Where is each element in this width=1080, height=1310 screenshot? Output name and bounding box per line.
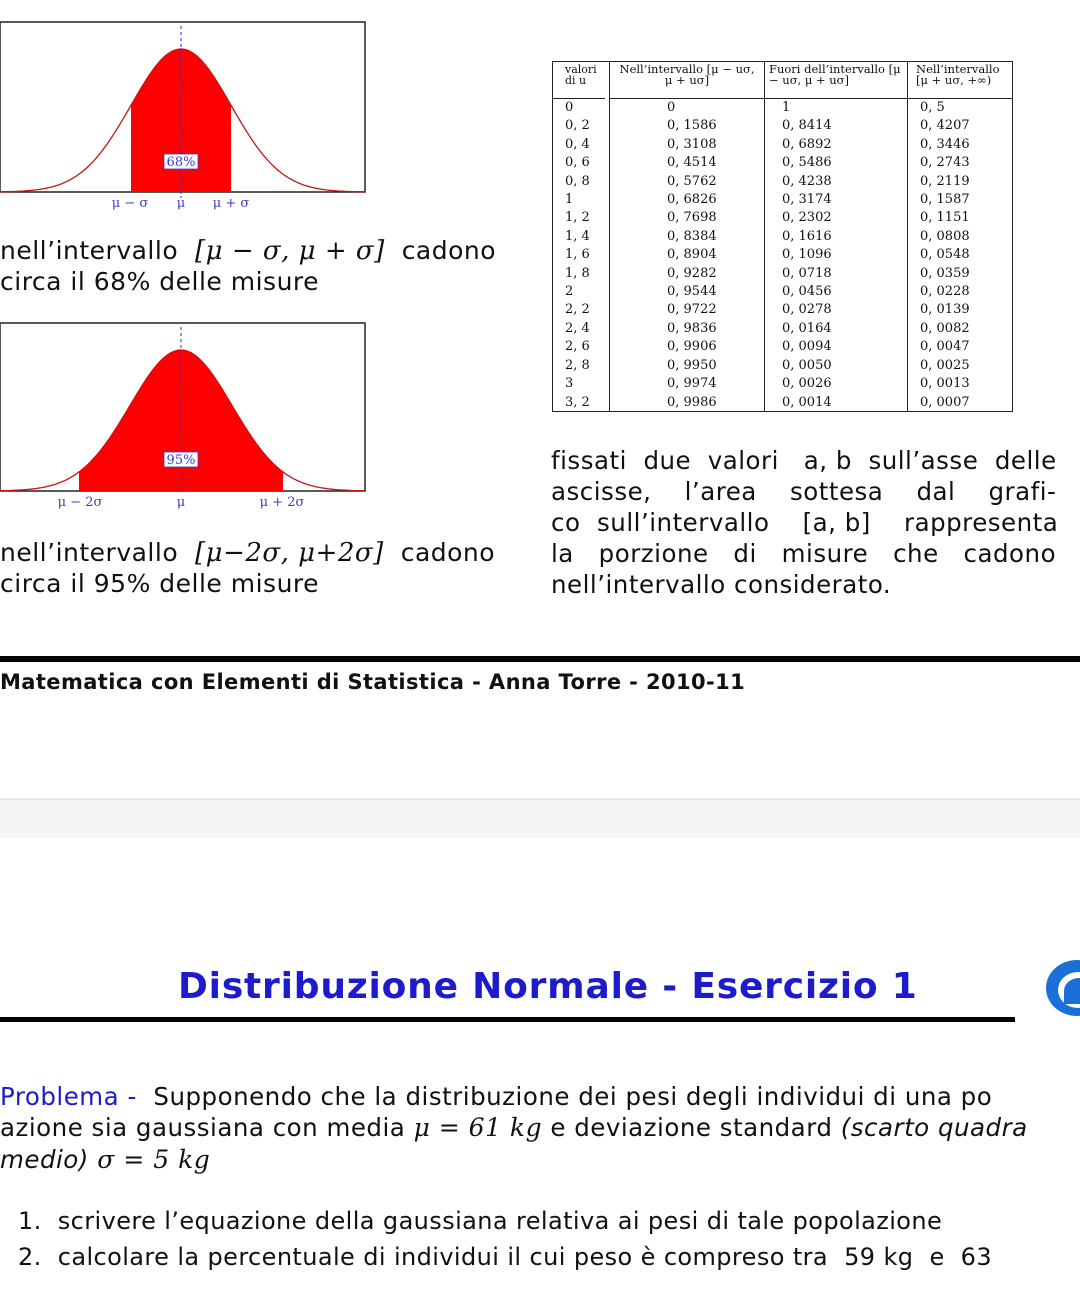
table-cell: 0, 2 bbox=[565, 118, 590, 134]
table-cell: 0, 0094 bbox=[782, 339, 832, 355]
table-cell: 0, 9906 bbox=[667, 339, 717, 355]
problem-line-1 bbox=[0, 1082, 992, 1111]
axis-label-mu-2: μ bbox=[176, 495, 186, 510]
table-cell: 0, 0718 bbox=[782, 265, 832, 281]
table-cell: 3 bbox=[565, 376, 574, 392]
axis-label-mu-minus-sigma: μ − σ bbox=[111, 196, 149, 211]
problem-text-3a: medio) bbox=[0, 1145, 89, 1174]
table-col-u bbox=[553, 62, 609, 411]
table-cell: 0, 9722 bbox=[667, 302, 717, 318]
table-cell: 2, 6 bbox=[565, 339, 590, 355]
table-cell: 0, 4207 bbox=[920, 118, 970, 134]
table-cell: 2, 8 bbox=[565, 357, 590, 373]
table-cell: 0, 4 bbox=[565, 136, 590, 152]
university-logo bbox=[1046, 960, 1080, 1016]
table-col-tail bbox=[908, 62, 1012, 411]
table-cell: 0, 0047 bbox=[920, 339, 970, 355]
area-paragraph bbox=[551, 445, 1058, 600]
task-list bbox=[18, 1203, 992, 1275]
table-header-out: Fuori dell’intervallo [μ − uσ, μ + uσ] bbox=[765, 62, 907, 99]
table-cell: 0, 0014 bbox=[782, 394, 832, 410]
table-cell: 0, 0164 bbox=[782, 320, 832, 336]
table-cell: 0, 7698 bbox=[667, 210, 717, 226]
percent-label-95: 95% bbox=[166, 453, 196, 468]
table-cell: 1 bbox=[782, 100, 791, 115]
table-cell: 2, 4 bbox=[565, 320, 590, 336]
caption-68-line1 bbox=[0, 236, 496, 266]
table-cell: 0, 2743 bbox=[920, 155, 970, 171]
table-cell: 0, 1151 bbox=[920, 210, 970, 226]
footer-rule bbox=[0, 656, 1080, 662]
table-cell: 0, 0139 bbox=[920, 302, 970, 318]
gaussian-figure-95 bbox=[0, 323, 368, 519]
table-cell: 0, 0456 bbox=[782, 284, 832, 300]
caption-68-interval: [μ − σ, μ + σ] bbox=[195, 236, 385, 266]
table-cell: 3, 2 bbox=[565, 394, 590, 410]
footer-text: Matematica con Elementi di Statistica - Anna Torre - 2010-11 bbox=[0, 670, 746, 694]
problem-mean: μ = 61 kg bbox=[413, 1113, 543, 1142]
table-col-out bbox=[765, 62, 907, 411]
area-line-4: la porzione di misure che cadono bbox=[551, 539, 1057, 568]
table-values-tail bbox=[920, 99, 970, 412]
table-header-u: valori di u bbox=[553, 62, 605, 99]
area-line-1: fissati due valori a, b sull’asse delle bbox=[551, 446, 1057, 475]
table-cell: 0, 1616 bbox=[782, 228, 832, 244]
axis-label-mu-minus-2sigma: μ − 2σ bbox=[57, 495, 103, 510]
table-cell: 1 bbox=[565, 192, 574, 208]
area-line-3: co sull’intervallo [a, b] rappresenta bbox=[551, 508, 1059, 537]
table-cell: 0, 0025 bbox=[920, 357, 970, 373]
table-cell: 0, 0278 bbox=[782, 302, 832, 318]
table-cell: 0, 8 bbox=[565, 173, 590, 189]
caption-95-post: cadono bbox=[400, 538, 496, 567]
problem-line-3 bbox=[0, 1145, 210, 1174]
axis-label-mu-plus-sigma: μ + σ bbox=[212, 196, 250, 211]
problem-text-2b: e deviazione standard bbox=[542, 1113, 841, 1142]
table-cell: 0, 1587 bbox=[920, 192, 970, 208]
table-cell: 0, 9974 bbox=[667, 376, 717, 392]
table-cell: 0, 9986 bbox=[667, 394, 717, 410]
table-cell: 0, 2302 bbox=[782, 210, 832, 226]
table-cell: 0, 3174 bbox=[782, 192, 832, 208]
table-cell: 0, 1096 bbox=[782, 247, 832, 263]
axis-label-mu: μ bbox=[176, 196, 186, 211]
table-cell: 0, 0026 bbox=[782, 376, 832, 392]
table-cell: 0, 6826 bbox=[667, 192, 717, 208]
table-cell: 0, 2119 bbox=[920, 173, 970, 189]
table-cell: 0, 0082 bbox=[920, 320, 970, 336]
title-rule bbox=[0, 1017, 1015, 1022]
table-cell: 0, 1586 bbox=[667, 118, 717, 134]
table-cell: 0, 4238 bbox=[782, 173, 832, 189]
table-cell: 0, 0548 bbox=[920, 247, 970, 263]
table-cell: 0, 9282 bbox=[667, 265, 717, 281]
task-item-1: 1. scrivere l’equazione della gaussiana relativa ai pesi di tale popolazione bbox=[18, 1207, 943, 1235]
table-cell: 0, 6892 bbox=[782, 136, 832, 152]
table-header-tail: Nell’intervallo [μ + uσ, +∞) bbox=[908, 62, 1012, 99]
table-cell: 0, 9950 bbox=[667, 357, 717, 373]
problem-label: Problema - bbox=[0, 1082, 137, 1111]
caption-95-pre: nell’intervallo bbox=[0, 538, 179, 567]
table-cell: 0, 3108 bbox=[667, 136, 717, 152]
table-cell: 0, 8384 bbox=[667, 228, 717, 244]
table-cell: 0, 0359 bbox=[920, 265, 970, 281]
caption-95-line2: circa il 95% delle misure bbox=[0, 569, 320, 598]
normal-probability-table bbox=[552, 61, 1013, 412]
table-values-u bbox=[565, 99, 590, 412]
caption-95-interval: [μ−2σ, μ+2σ] bbox=[195, 538, 384, 568]
caption-95-line1 bbox=[0, 538, 495, 568]
percent-label-68: 68% bbox=[166, 155, 196, 170]
table-cell: 2, 2 bbox=[565, 302, 590, 318]
caption-68-line2: circa il 68% delle misure bbox=[0, 267, 320, 296]
table-cell: 1, 8 bbox=[565, 265, 590, 281]
table-cell: 0, 9836 bbox=[667, 320, 717, 336]
table-values-out bbox=[782, 99, 832, 412]
caption-68-post: cadono bbox=[401, 236, 497, 265]
table-cell: 0, 0050 bbox=[782, 357, 832, 373]
table-col-in bbox=[610, 62, 764, 411]
table-cell: 0, 3446 bbox=[920, 136, 970, 152]
area-line-2: ascisse, l’area sottesa dal grafi- bbox=[551, 477, 1057, 506]
table-cell: 0, 8904 bbox=[667, 247, 717, 263]
problem-text-2a: azione sia gaussiana con media bbox=[0, 1113, 414, 1142]
problem-text-1: Supponendo che la distribuzione dei pesi degli individui di una po bbox=[153, 1082, 993, 1111]
slide-title: Distribuzione Normale - Esercizio 1 bbox=[178, 966, 918, 1007]
table-cell: 0, 0228 bbox=[920, 284, 970, 300]
problem-text-2c: (scarto quadra bbox=[840, 1113, 1028, 1142]
table-cell: 0, 5486 bbox=[782, 155, 832, 171]
task-item-2: 2. calcolare la percentuale di individui il cui peso è compreso tra 59 kg e 63 bbox=[18, 1243, 993, 1271]
table-cell: 0, 5762 bbox=[667, 173, 717, 189]
table-cell: 0, 0013 bbox=[920, 376, 970, 392]
table-cell: 2 bbox=[565, 284, 574, 300]
table-cell: 0 bbox=[667, 100, 676, 115]
table-cell: 0, 9544 bbox=[667, 284, 717, 300]
problem-line-2 bbox=[0, 1113, 1028, 1142]
table-header-in: Nell’intervallo [μ − uσ, μ + uσ] bbox=[610, 62, 764, 99]
table-values-in bbox=[667, 99, 717, 412]
table-cell: 0, 0808 bbox=[920, 228, 970, 244]
table-cell: 1, 4 bbox=[565, 228, 590, 244]
table-cell: 0, 4514 bbox=[667, 155, 717, 171]
gaussian-figure-68 bbox=[0, 22, 368, 218]
table-cell: 0, 5 bbox=[920, 100, 945, 115]
table-cell: 1, 6 bbox=[565, 247, 590, 263]
table-cell: 0, 8414 bbox=[782, 118, 832, 134]
area-line-5: nell’intervallo considerato. bbox=[551, 570, 892, 599]
table-cell: 0, 6 bbox=[565, 155, 590, 171]
table-cell: 1, 2 bbox=[565, 210, 590, 226]
table-cell: 0, 0007 bbox=[920, 394, 970, 410]
caption-68-pre: nell’intervallo bbox=[0, 236, 179, 265]
axis-label-mu-plus-2sigma: μ + 2σ bbox=[259, 495, 305, 510]
page-separator bbox=[0, 798, 1080, 838]
table-cell: 0 bbox=[565, 100, 574, 115]
problem-sigma: σ = 5 kg bbox=[88, 1145, 211, 1174]
